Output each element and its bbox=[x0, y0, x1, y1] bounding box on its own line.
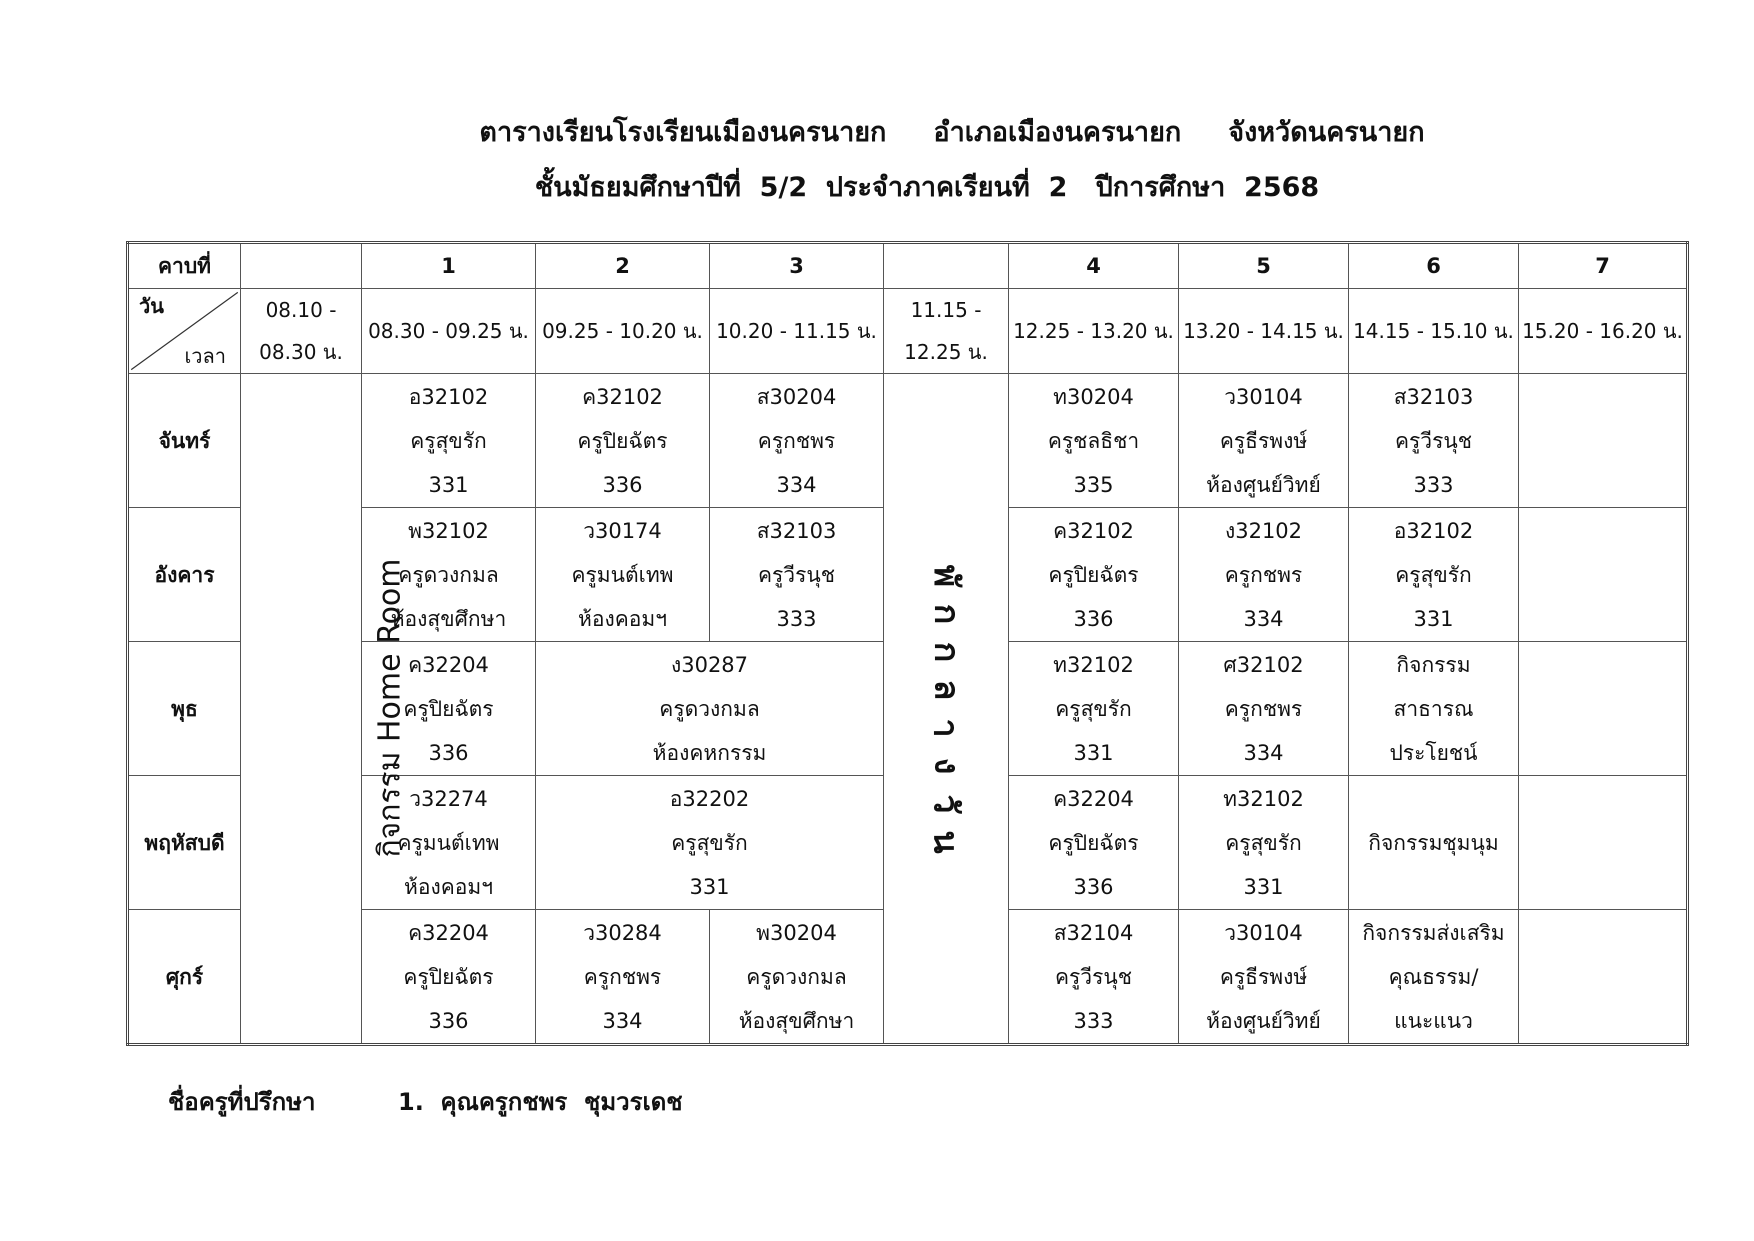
period-2-time: 09.25 - 10.20 น. bbox=[536, 289, 710, 374]
class-cell bbox=[536, 374, 710, 508]
room: 336 bbox=[602, 472, 643, 497]
subject-code: ส32103 bbox=[1393, 384, 1474, 409]
room: ประโยชน์ bbox=[1389, 740, 1478, 765]
homeroom-label: กิจกรรม Home Room bbox=[372, 557, 408, 858]
period-3-header: 3 bbox=[710, 243, 884, 289]
class-cell bbox=[1179, 374, 1349, 508]
teacher-name: ครูวีรนุช bbox=[757, 562, 835, 587]
class-cell bbox=[1349, 776, 1519, 910]
subject-code: ว32274 bbox=[409, 786, 488, 811]
teacher-name: ครูปิยฉัตร bbox=[1048, 830, 1139, 855]
subject-code: ว30104 bbox=[1224, 384, 1303, 409]
timetable bbox=[126, 241, 1689, 1046]
class-cell bbox=[710, 374, 884, 508]
day-name: จันทร์ bbox=[128, 374, 241, 508]
room: ห้องคอมฯ bbox=[577, 606, 667, 631]
day-name: อังคาร bbox=[128, 508, 241, 642]
room: 335 bbox=[1073, 472, 1114, 497]
class-cell bbox=[1349, 508, 1519, 642]
period-6-time: 14.15 - 15.10 น. bbox=[1349, 289, 1519, 374]
room: 334 bbox=[602, 1008, 643, 1033]
room: 334 bbox=[1243, 740, 1284, 765]
day-name: พุธ bbox=[128, 642, 241, 776]
room: แนะแนว bbox=[1394, 1008, 1473, 1033]
empty-cell bbox=[1519, 776, 1688, 910]
class-cell bbox=[1009, 374, 1179, 508]
subject-code: ท32102 bbox=[1053, 652, 1134, 677]
class-cell bbox=[1179, 508, 1349, 642]
class-cell bbox=[362, 374, 536, 508]
room: ห้องศูนย์วิทย์ bbox=[1206, 1008, 1321, 1033]
class-cell bbox=[1009, 910, 1179, 1045]
period-7-time: 15.20 - 16.20 น. bbox=[1519, 289, 1688, 374]
day-row bbox=[128, 374, 1688, 508]
subject-code: ส32104 bbox=[1053, 920, 1134, 945]
class-cell bbox=[710, 910, 884, 1045]
teacher-name: สาธารณ bbox=[1393, 696, 1474, 721]
teacher-name: ครูวีรนุช bbox=[1394, 428, 1472, 453]
period-1-time: 08.30 - 09.25 น. bbox=[362, 289, 536, 374]
teacher-name: ครูชลธิชา bbox=[1047, 428, 1140, 453]
teacher-name: ครูกชพร bbox=[1224, 562, 1303, 587]
room: 331 bbox=[428, 472, 469, 497]
lunch-break-char: น bbox=[926, 829, 966, 854]
subject-code: ส30204 bbox=[756, 384, 837, 409]
class-cell bbox=[1009, 508, 1179, 642]
teacher-name: ครูสุขรัก bbox=[410, 428, 487, 453]
subject-code: ค32204 bbox=[408, 920, 489, 945]
room: 331 bbox=[1243, 874, 1284, 899]
teacher-name: ครูธีรพงษ์ bbox=[1219, 428, 1308, 453]
empty-cell bbox=[1519, 642, 1688, 776]
teacher-name: ครูสุขรัก bbox=[1225, 830, 1302, 855]
class-cell bbox=[710, 508, 884, 642]
room: 334 bbox=[776, 472, 817, 497]
subject-code: อ32102 bbox=[1393, 518, 1474, 543]
empty-cell bbox=[1519, 508, 1688, 642]
room: 333 bbox=[776, 606, 817, 631]
teacher-name: ครูมนต์เทพ bbox=[571, 562, 674, 587]
lunch-break-char: ล bbox=[926, 679, 966, 700]
period-7-header: 7 bbox=[1519, 243, 1688, 289]
subject-code: ส32103 bbox=[756, 518, 837, 543]
subject-code: ค32102 bbox=[1053, 518, 1134, 543]
lunch-break-char: พั bbox=[925, 564, 966, 587]
advisor-label: ชื่อครูที่ปรึกษา bbox=[168, 1088, 316, 1116]
period-5-time: 13.20 - 14.15 น. bbox=[1179, 289, 1349, 374]
subject-code: กิจกรรมส่งเสริม bbox=[1362, 920, 1505, 945]
room: 336 bbox=[1073, 874, 1114, 899]
class-cell bbox=[1349, 910, 1519, 1045]
class-cell bbox=[1179, 910, 1349, 1045]
room: 336 bbox=[1073, 606, 1114, 631]
subject-code: ง32102 bbox=[1224, 518, 1303, 543]
corner-day-label: วัน bbox=[139, 294, 164, 318]
corner-period-label: คาบที่ bbox=[128, 243, 241, 289]
period-3-time: 10.20 - 11.15 น. bbox=[710, 289, 884, 374]
room: 331 bbox=[1413, 606, 1454, 631]
corner-day-time-cell bbox=[128, 289, 241, 374]
teacher-name: ครูปิยฉัตร bbox=[403, 696, 494, 721]
subject-code: ท32102 bbox=[1223, 786, 1304, 811]
empty-cell bbox=[1519, 910, 1688, 1045]
lunch-break-label bbox=[925, 557, 966, 861]
subject-code: ว30104 bbox=[1224, 920, 1303, 945]
timetable-subtitle: ชั้นมัธยมศึกษาปีที่ 5/2 ประจำภาคเรียนที่ 2 ปีการศึกษา 2568 bbox=[534, 172, 1320, 203]
class-cell bbox=[1009, 776, 1179, 910]
room: 333 bbox=[1413, 472, 1454, 497]
teacher-name: ครูมนต์เทพ bbox=[397, 830, 500, 855]
homeroom-block bbox=[241, 374, 408, 1045]
class-cell bbox=[536, 910, 710, 1045]
room: ห้องสุขศึกษา bbox=[390, 606, 507, 631]
class-cell bbox=[1349, 374, 1519, 508]
subject-code: กิจกรรม bbox=[1396, 652, 1471, 677]
class-cell bbox=[1179, 642, 1349, 776]
teacher-name: ครูปิยฉัตร bbox=[403, 964, 494, 989]
subject-code: ค32204 bbox=[1053, 786, 1134, 811]
homeroom-time bbox=[241, 289, 362, 374]
teacher-name: ครูดวงกมล bbox=[659, 696, 760, 721]
room: ห้องคหกรรม bbox=[652, 740, 767, 765]
class-cell bbox=[362, 910, 536, 1045]
subject-code: ค32204 bbox=[408, 652, 489, 677]
period-header-row bbox=[128, 243, 1688, 289]
day-name: ศุกร์ bbox=[128, 910, 241, 1045]
room: 331 bbox=[1073, 740, 1114, 765]
subject-code: ว30174 bbox=[583, 518, 662, 543]
room: 331 bbox=[689, 874, 730, 899]
lunch-time-end: 12.25 น. bbox=[904, 340, 988, 364]
teacher-name: ครูกชพร bbox=[1224, 696, 1303, 721]
class-cell bbox=[1179, 776, 1349, 910]
subject-code: ว30284 bbox=[583, 920, 662, 945]
subject-code: ค32102 bbox=[582, 384, 663, 409]
teacher-name: ครูสุขรัก bbox=[1395, 562, 1472, 587]
class-cell bbox=[1349, 642, 1519, 776]
teacher-name: ครูสุขรัก bbox=[1055, 696, 1132, 721]
subject-code: พ32102 bbox=[408, 518, 489, 543]
period-4-header: 4 bbox=[1009, 243, 1179, 289]
room: ห้องศูนย์วิทย์ bbox=[1206, 472, 1321, 497]
homeroom-period-header bbox=[241, 243, 362, 289]
lunch-break-char: วั bbox=[926, 793, 966, 814]
subject-code: ง30287 bbox=[670, 652, 749, 677]
subject-code: อ32102 bbox=[408, 384, 489, 409]
period-6-header: 6 bbox=[1349, 243, 1519, 289]
lunch-break-char: ก bbox=[926, 603, 966, 624]
corner-time-label: เวลา bbox=[184, 344, 226, 368]
teacher-name: ครูสุขรัก bbox=[671, 830, 748, 855]
room: 334 bbox=[1243, 606, 1284, 631]
room: ห้องสุขศึกษา bbox=[738, 1008, 855, 1033]
subject-code: ท30204 bbox=[1053, 384, 1134, 409]
lunch-break-char: ก bbox=[926, 641, 966, 662]
period-2-header: 2 bbox=[536, 243, 710, 289]
teacher-name: ครูกชพร bbox=[757, 428, 836, 453]
class-cell bbox=[536, 642, 884, 776]
teacher-name: ครูดวงกมล bbox=[398, 562, 499, 587]
teacher-name: ครูวีรนุช bbox=[1054, 964, 1132, 989]
teacher-name: คุณธรรม/ bbox=[1388, 964, 1479, 989]
room: 333 bbox=[1073, 1008, 1114, 1033]
subject-code: อ32202 bbox=[669, 786, 750, 811]
homeroom-time-end: 08.30 น. bbox=[259, 340, 343, 364]
teacher-name: ครูธีรพงษ์ bbox=[1219, 964, 1308, 989]
lunch-break-block bbox=[884, 374, 1009, 1045]
teacher-name: ครูปิยฉัตร bbox=[1048, 562, 1139, 587]
room: ห้องคอมฯ bbox=[403, 874, 493, 899]
class-cell bbox=[1009, 642, 1179, 776]
lunch-time-start: 11.15 - bbox=[910, 298, 982, 322]
teacher-name: ครูปิยฉัตร bbox=[577, 428, 668, 453]
teacher-name: ครูกชพร bbox=[583, 964, 662, 989]
lunch-break-char: า bbox=[926, 717, 966, 738]
subject-code: ศ32102 bbox=[1223, 652, 1304, 677]
teacher-name: ครูดวงกมล bbox=[746, 964, 847, 989]
subject-code: กิจกรรมชุมนุม bbox=[1368, 830, 1499, 855]
room: 336 bbox=[428, 1008, 469, 1033]
lunch-period-header bbox=[884, 243, 1009, 289]
homeroom-time-start: 08.10 - bbox=[265, 298, 337, 322]
time-row bbox=[128, 289, 1688, 374]
timetable-title: ตารางเรียนโรงเรียนเมืองนครนายก อำเภอเมืองนครนายก จังหวัดนครนายก bbox=[479, 117, 1425, 148]
period-4-time: 12.25 - 13.20 น. bbox=[1009, 289, 1179, 374]
period-5-header: 5 bbox=[1179, 243, 1349, 289]
room: 336 bbox=[428, 740, 469, 765]
period-1-header: 1 bbox=[362, 243, 536, 289]
advisor-name: 1. คุณครูกชพร ชุมวรเดช bbox=[398, 1088, 683, 1116]
class-cell bbox=[536, 776, 884, 910]
lunch-break-char: ง bbox=[925, 757, 966, 774]
subject-code: พ30204 bbox=[756, 920, 837, 945]
day-name: พฤหัสบดี bbox=[128, 776, 241, 910]
empty-cell bbox=[1519, 374, 1688, 508]
class-cell bbox=[536, 508, 710, 642]
lunch-time bbox=[884, 289, 1009, 374]
